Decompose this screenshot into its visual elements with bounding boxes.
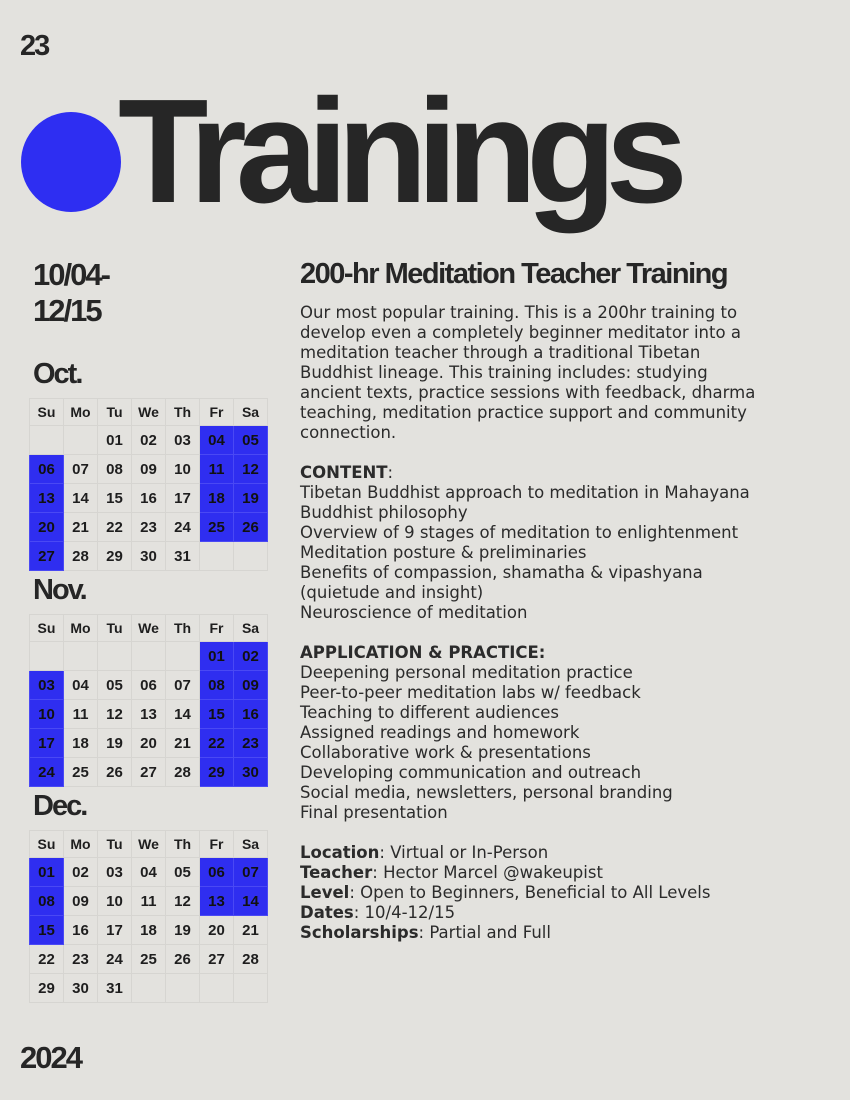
calendar-week <box>30 426 268 455</box>
text-line: Overview of 9 stages of meditation to enlightenment <box>300 523 739 542</box>
text-line: Assigned readings and homework <box>300 723 580 742</box>
date-range-start: 10/04- <box>33 257 109 292</box>
weekday-header: Mo <box>64 831 98 858</box>
calendar-week <box>30 671 268 700</box>
calendar-day: 28 <box>166 758 200 787</box>
calendar-week <box>30 729 268 758</box>
weekday-header: Mo <box>64 399 98 426</box>
text-line: Tibetan Buddhist approach to meditation in Mahayana <box>300 483 750 502</box>
calendar-day: 25 <box>200 513 234 542</box>
calendar-day: 05 <box>166 858 200 887</box>
application-heading: APPLICATION & PRACTICE: <box>300 643 546 662</box>
calendar-empty-cell <box>64 642 98 671</box>
calendar-week <box>30 758 268 787</box>
calendar-day: 19 <box>166 916 200 945</box>
weekday-header: We <box>132 615 166 642</box>
calendar-day: 14 <box>64 484 98 513</box>
weekday-header: Sa <box>234 831 268 858</box>
calendar-day: 18 <box>64 729 98 758</box>
calendar-day: 03 <box>166 426 200 455</box>
weekday-header: Th <box>166 831 200 858</box>
blue-circle-icon <box>21 112 121 212</box>
calendar-day: 10 <box>30 700 64 729</box>
text-line: Buddhist philosophy <box>300 503 468 522</box>
weekday-header: Su <box>30 615 64 642</box>
calendar-week <box>30 945 268 974</box>
calendar-day: 27 <box>132 758 166 787</box>
calendar-day: 13 <box>132 700 166 729</box>
calendar-day: 07 <box>234 858 268 887</box>
calendar-day: 16 <box>132 484 166 513</box>
calendar-week <box>30 916 268 945</box>
detail-value: Partial and Full <box>429 923 551 942</box>
calendar-day: 18 <box>132 916 166 945</box>
calendar-week <box>30 513 268 542</box>
calendar-day: 17 <box>166 484 200 513</box>
calendar-day: 08 <box>98 455 132 484</box>
calendar-day: 24 <box>98 945 132 974</box>
calendar-day: 28 <box>64 542 98 571</box>
detail-label: Dates <box>300 903 354 922</box>
detail-value: Open to Beginners, Beneficial to All Levels <box>360 883 711 902</box>
text-line: Deepening personal meditation practice <box>300 663 633 682</box>
calendar-day: 17 <box>30 729 64 758</box>
text-line: Our most popular training. This is a 200hr training to <box>300 303 738 322</box>
calendar-empty-cell <box>98 642 132 671</box>
calendar-day: 16 <box>234 700 268 729</box>
calendar-day: 21 <box>234 916 268 945</box>
calendar-day: 01 <box>200 642 234 671</box>
calendar-day: 23 <box>234 729 268 758</box>
calendar-day: 15 <box>98 484 132 513</box>
calendar-day: 12 <box>98 700 132 729</box>
calendar-empty-cell <box>200 542 234 571</box>
calendar-day: 27 <box>200 945 234 974</box>
calendar-day: 01 <box>98 426 132 455</box>
calendar-empty-cell <box>30 642 64 671</box>
weekday-header: Fr <box>200 831 234 858</box>
text-line: teaching, meditation practice support and community <box>300 403 747 422</box>
text-line: Developing communication and outreach <box>300 763 642 782</box>
calendar-day: 06 <box>132 671 166 700</box>
calendar-day: 12 <box>234 455 268 484</box>
calendar-day: 26 <box>166 945 200 974</box>
calendar-day: 20 <box>200 916 234 945</box>
detail-location: Location: Virtual or In-Person <box>300 843 549 862</box>
course-title: 200-hr Meditation Teacher Training <box>300 258 728 290</box>
weekday-header: Tu <box>98 399 132 426</box>
content-heading: CONTENT <box>300 463 388 482</box>
calendar-day: 26 <box>234 513 268 542</box>
calendar-day: 11 <box>132 887 166 916</box>
text-line: Peer-to-peer meditation labs w/ feedback <box>300 683 641 702</box>
calendar-day: 24 <box>30 758 64 787</box>
weekday-header: Fr <box>200 399 234 426</box>
calendar-day: 29 <box>200 758 234 787</box>
calendar-day: 23 <box>64 945 98 974</box>
calendar-day: 13 <box>200 887 234 916</box>
text-line: Collaborative work & presentations <box>300 743 591 762</box>
calendar-day: 28 <box>234 945 268 974</box>
detail-scholarships: Scholarships: Partial and Full <box>300 923 551 942</box>
text-line: Meditation posture & preliminaries <box>300 543 587 562</box>
calendar-day: 19 <box>234 484 268 513</box>
weekday-header: Su <box>30 831 64 858</box>
content-list <box>300 483 820 623</box>
calendar-day: 31 <box>98 974 132 1003</box>
text-line: ancient texts, practice sessions with feedback, dharma <box>300 383 756 402</box>
calendar-empty-cell <box>132 642 166 671</box>
calendar-day: 22 <box>30 945 64 974</box>
year-label: 2024 <box>20 1040 81 1075</box>
application-list <box>300 663 820 823</box>
calendar-week <box>30 887 268 916</box>
calendar-week <box>30 542 268 571</box>
weekday-header: Tu <box>98 615 132 642</box>
text-line: develop even a completely beginner meditator into a <box>300 323 741 342</box>
calendar-day: 16 <box>64 916 98 945</box>
weekday-header: Sa <box>234 399 268 426</box>
calendar-day: 25 <box>132 945 166 974</box>
calendar-month-oct: Oct. <box>33 358 82 390</box>
calendar-day: 29 <box>30 974 64 1003</box>
calendar-day: 25 <box>64 758 98 787</box>
calendar-day: 31 <box>166 542 200 571</box>
calendar-day: 02 <box>234 642 268 671</box>
detail-dates: Dates: 10/4-12/15 <box>300 903 456 922</box>
weekday-header: We <box>132 831 166 858</box>
calendar-day: 06 <box>200 858 234 887</box>
calendar-day: 08 <box>30 887 64 916</box>
calendar-month-nov: Nov. <box>33 574 86 606</box>
calendar-day: 22 <box>98 513 132 542</box>
course-details <box>300 258 820 963</box>
calendar-day: 03 <box>98 858 132 887</box>
page-number: 23 <box>20 30 49 62</box>
date-range-end: 12/15 <box>33 293 101 328</box>
calendar-week <box>30 642 268 671</box>
calendar-empty-cell <box>166 642 200 671</box>
page-title: Trainings <box>118 69 677 234</box>
detail-label: Level <box>300 883 350 902</box>
calendar-day: 29 <box>98 542 132 571</box>
calendar-day: 20 <box>30 513 64 542</box>
text-line: Social media, newsletters, personal branding <box>300 783 673 802</box>
calendar-day: 15 <box>200 700 234 729</box>
detail-value: Hector Marcel @wakeupist <box>383 863 603 882</box>
calendar-empty-cell <box>200 974 234 1003</box>
calendar-empty-cell <box>234 542 268 571</box>
calendar-day: 09 <box>132 455 166 484</box>
calendar-day: 11 <box>200 455 234 484</box>
details-list <box>300 843 820 943</box>
calendar-empty-cell <box>234 974 268 1003</box>
text-line: Neuroscience of meditation <box>300 603 528 622</box>
weekday-header: Th <box>166 399 200 426</box>
calendar-day: 06 <box>30 455 64 484</box>
calendar-dec <box>29 830 268 1003</box>
calendar-day: 04 <box>132 858 166 887</box>
detail-label: Scholarships <box>300 923 419 942</box>
calendar-oct <box>29 398 268 571</box>
calendar-day: 17 <box>98 916 132 945</box>
calendar-day: 30 <box>132 542 166 571</box>
calendar-empty-cell <box>64 426 98 455</box>
text-line: meditation teacher through a traditional Tibetan <box>300 343 701 362</box>
text-line: (quietude and insight) <box>300 583 484 602</box>
weekday-header: Sa <box>234 615 268 642</box>
calendar-day: 26 <box>98 758 132 787</box>
calendar-empty-cell <box>166 974 200 1003</box>
calendar-day: 24 <box>166 513 200 542</box>
text-line: connection. <box>300 423 397 442</box>
calendar-day: 15 <box>30 916 64 945</box>
calendar-day: 04 <box>200 426 234 455</box>
weekday-header: Th <box>166 615 200 642</box>
calendar-week <box>30 455 268 484</box>
calendar-day: 02 <box>132 426 166 455</box>
weekday-header: We <box>132 399 166 426</box>
text-line: Benefits of compassion, shamatha & vipashyana <box>300 563 703 582</box>
weekday-header: Su <box>30 399 64 426</box>
calendar-day: 09 <box>64 887 98 916</box>
calendar-day: 20 <box>132 729 166 758</box>
calendar-day: 21 <box>64 513 98 542</box>
weekday-header: Fr <box>200 615 234 642</box>
calendar-day: 01 <box>30 858 64 887</box>
calendar-day: 22 <box>200 729 234 758</box>
calendar-week <box>30 974 268 1003</box>
calendar-day: 13 <box>30 484 64 513</box>
date-range <box>33 257 153 329</box>
calendar-day: 27 <box>30 542 64 571</box>
weekday-header: Mo <box>64 615 98 642</box>
calendar-day: 02 <box>64 858 98 887</box>
calendar-day: 09 <box>234 671 268 700</box>
detail-label: Teacher <box>300 863 373 882</box>
calendar-day: 23 <box>132 513 166 542</box>
calendar-week <box>30 700 268 729</box>
calendar-day: 07 <box>64 455 98 484</box>
calendar-day: 18 <box>200 484 234 513</box>
detail-value: Virtual or In-Person <box>390 843 549 862</box>
calendar-empty-cell <box>30 426 64 455</box>
detail-level: Level: Open to Beginners, Beneficial to All Levels <box>300 883 711 902</box>
calendar-day: 05 <box>234 426 268 455</box>
calendar-nov <box>29 614 268 787</box>
text-line: Buddhist lineage. This training includes: studying <box>300 363 708 382</box>
calendar-day: 04 <box>64 671 98 700</box>
content-section: CONTENT: Tibetan Buddhist approach to meditation in Mahayana Buddhist philosophy Overview of 9 stages of meditation to enlightenment Meditation posture & preliminaries Benefits of compassion, shamatha & vipashyana (quietude and insight) Neuroscience of meditation <box>300 463 820 623</box>
calendar-day: 30 <box>64 974 98 1003</box>
calendar-day: 19 <box>98 729 132 758</box>
detail-teacher: Teacher: Hector Marcel @wakeupist <box>300 863 603 882</box>
calendar-day: 14 <box>234 887 268 916</box>
calendar-empty-cell <box>132 974 166 1003</box>
calendar-day: 10 <box>166 455 200 484</box>
calendar-day: 07 <box>166 671 200 700</box>
calendar-day: 12 <box>166 887 200 916</box>
weekday-header: Tu <box>98 831 132 858</box>
calendar-day: 21 <box>166 729 200 758</box>
calendar-day: 05 <box>98 671 132 700</box>
calendar-day: 30 <box>234 758 268 787</box>
text-line: Teaching to different audiences <box>300 703 560 722</box>
detail-value: 10/4-12/15 <box>364 903 456 922</box>
application-section <box>300 643 820 823</box>
calendar-day: 11 <box>64 700 98 729</box>
calendar-week <box>30 484 268 513</box>
detail-label: Location <box>300 843 380 862</box>
calendar-day: 10 <box>98 887 132 916</box>
calendar-day: 08 <box>200 671 234 700</box>
calendar-month-dec: Dec. <box>33 790 87 822</box>
calendar-day: 14 <box>166 700 200 729</box>
calendar-week <box>30 858 268 887</box>
calendar-day: 03 <box>30 671 64 700</box>
course-intro <box>300 303 820 443</box>
text-line: Final presentation <box>300 803 448 822</box>
